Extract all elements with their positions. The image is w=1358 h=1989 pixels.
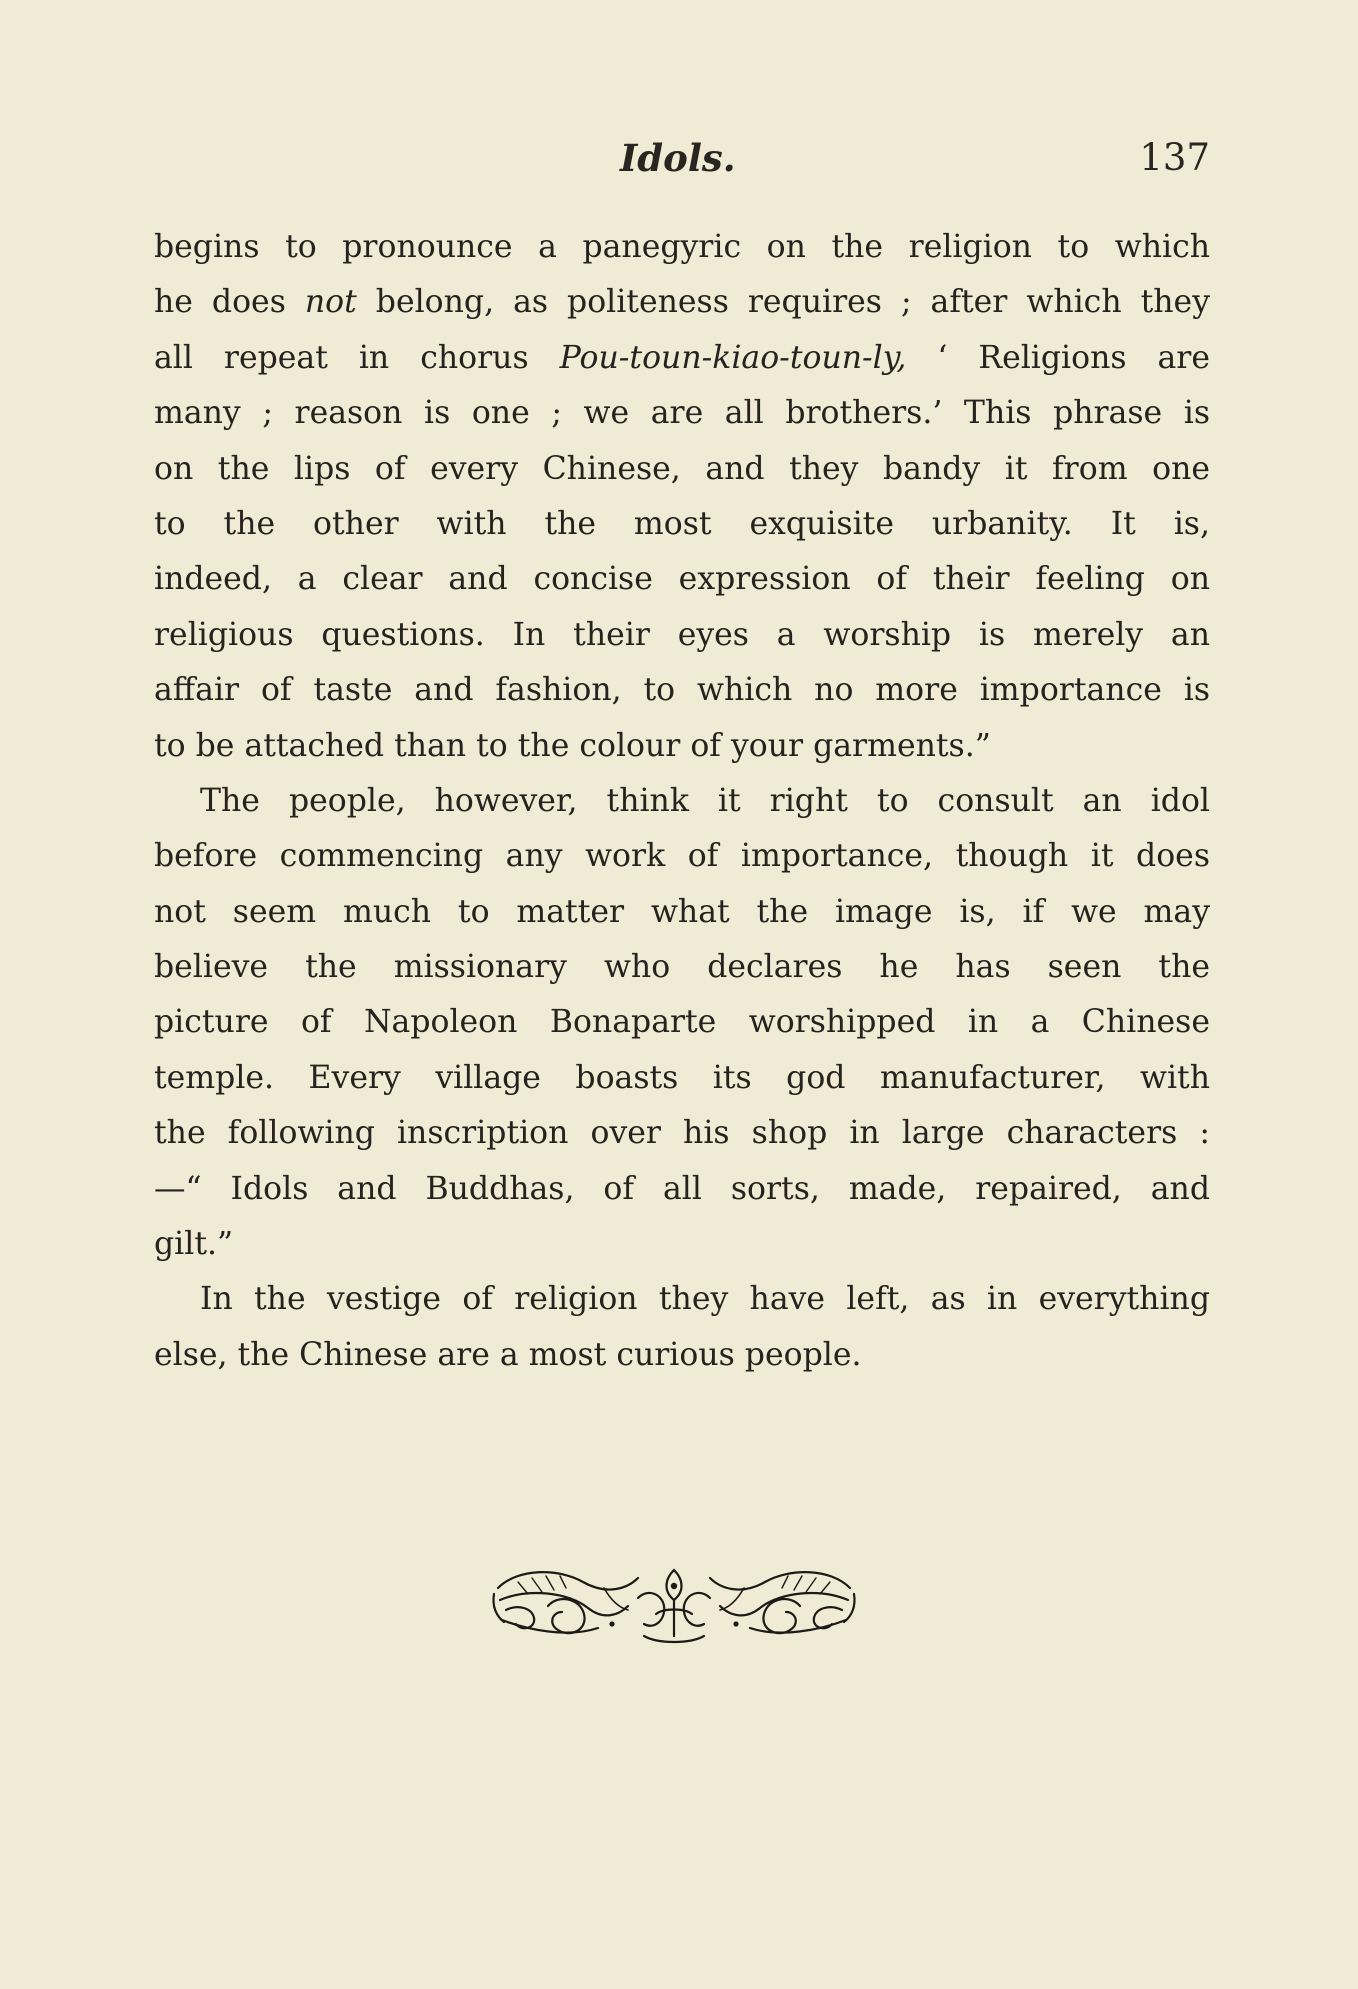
text-line: temple. Every village boasts its god manufacturer, with [154, 1059, 1210, 1096]
text-line: on the lips of every Chinese, and they bandy it from one [154, 450, 1210, 487]
text-line: all repeat in chorus Pou-toun-kiao-toun-ly, ‘ Religions are [154, 339, 1210, 376]
text-line: gilt.” [154, 1226, 234, 1263]
text-line: he does not belong, as politeness requires ; after which they [154, 284, 1210, 321]
emphasis: not [304, 284, 357, 321]
text-line: to the other with the most exquisite urbanity. It is, [154, 505, 1210, 542]
running-title: Idols. [620, 136, 736, 180]
text-line: not seem much to matter what the image is, if we may [154, 893, 1210, 930]
text-line: religious questions. In their eyes a worship is merely an [154, 616, 1210, 653]
decorative-tailpiece-icon [488, 1558, 860, 1650]
text-line: indeed, a clear and concise expression of their feeling on [154, 561, 1210, 598]
text-line: begins to pronounce a panegyric on the religion to which [154, 229, 1210, 265]
emphasis: Pou-toun-kiao-toun-ly, [559, 339, 907, 376]
text-line: The people, however, think it right to consult an idol [200, 782, 1210, 819]
text-line: before commencing any work of importance, though it does [154, 838, 1210, 875]
text-line: picture of Napoleon Bonaparte worshipped in a Chinese [154, 1004, 1210, 1041]
text-line: many ; reason is one ; we are all brothers.’ This phrase is [154, 395, 1210, 432]
body-text [154, 220, 1210, 1383]
text-line: to be attached than to the colour of your garments.” [154, 727, 991, 764]
text-line: —“ Idols and Buddhas, of all sorts, made, repaired, and [154, 1170, 1210, 1207]
text-line: affair of taste and fashion, to which no more importance is [154, 672, 1210, 709]
text-line: believe the missionary who declares he has seen the [154, 949, 1210, 986]
text-line: In the vestige of religion they have left, as in everything [200, 1281, 1210, 1318]
text-line: the following inscription over his shop in large characters : [154, 1115, 1210, 1152]
page-number: 137 [1139, 136, 1210, 179]
text-line: else, the Chinese are a most curious people. [154, 1336, 862, 1373]
